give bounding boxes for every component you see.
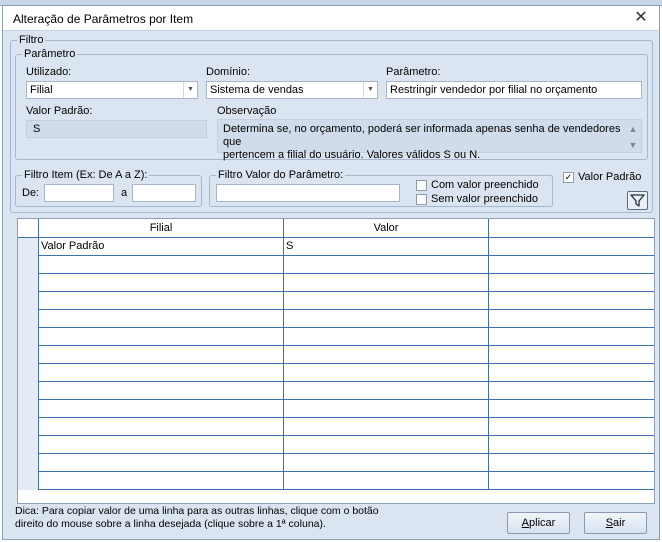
grid-cell[interactable] [39, 346, 284, 364]
grid-cell[interactable] [489, 400, 655, 418]
observacao-label: Observação [217, 105, 277, 117]
grid-cell[interactable] [284, 364, 489, 382]
grid-cell[interactable] [489, 364, 655, 382]
sair-button[interactable] [584, 512, 647, 534]
utilizado-label: Utilizado: [26, 66, 72, 78]
grid-cell[interactable] [489, 238, 655, 256]
grid-cell[interactable]: Valor Padrão [39, 238, 284, 256]
grid-cell[interactable] [489, 436, 655, 454]
observacao-line-2: pertencem a filial do usuário. Valores válidos S ou N. [223, 149, 481, 161]
grid-cell[interactable] [284, 256, 489, 274]
filtro-item-legend: Filtro Item (Ex: De A a Z): [24, 169, 148, 181]
dialog-window [2, 5, 660, 540]
row-indicator[interactable] [18, 238, 39, 256]
grid-cell[interactable] [284, 418, 489, 436]
row-indicator[interactable] [18, 310, 39, 328]
aplicar-label: plicar [529, 517, 556, 529]
filter-icon [628, 192, 647, 209]
filter-button[interactable] [627, 191, 648, 210]
parametro-value: Restringir vendedor por filial no orçamento [390, 84, 598, 96]
grid-cell[interactable] [489, 382, 655, 400]
title-bar [3, 6, 659, 31]
grid-cell[interactable] [39, 472, 284, 490]
grid-cell[interactable] [489, 472, 655, 490]
scroll-up-icon[interactable]: ▲ [628, 124, 638, 134]
table-row[interactable] [18, 382, 654, 400]
scroll-down-icon[interactable]: ▼ [628, 140, 638, 150]
row-indicator[interactable] [18, 346, 39, 364]
filtro-item-group [15, 169, 202, 207]
grid-cell[interactable] [39, 436, 284, 454]
com-valor-checkbox[interactable] [416, 180, 427, 191]
row-indicator[interactable] [18, 400, 39, 418]
aplicar-accel: A [521, 517, 530, 529]
de-input[interactable] [44, 184, 114, 202]
grid-cell[interactable] [39, 400, 284, 418]
grid-cell[interactable] [489, 328, 655, 346]
observacao-memo[interactable] [217, 119, 642, 161]
table-row[interactable] [18, 274, 654, 292]
parametro-field[interactable] [386, 81, 642, 99]
sair-accel: S [605, 517, 614, 529]
grid-cell[interactable] [489, 418, 655, 436]
table-row[interactable] [18, 310, 654, 328]
grid-cell[interactable] [489, 292, 655, 310]
grid-cell[interactable] [284, 310, 489, 328]
de-label: De: [22, 187, 40, 199]
grid-cell[interactable] [489, 346, 655, 364]
row-indicator[interactable] [18, 292, 39, 310]
valor-padrao-field [26, 120, 207, 138]
filtro-legend: Filtro [19, 34, 44, 46]
table-row[interactable] [18, 364, 654, 382]
table-row[interactable] [18, 436, 654, 454]
row-indicator[interactable] [18, 472, 39, 490]
grid-cell[interactable] [284, 382, 489, 400]
tip-line-2: direito do mouse sobre a linha desejada (clique sobre a 1ª coluna). [15, 518, 326, 530]
parametro-label: Parâmetro: [386, 66, 441, 78]
filtro-valor-legend: Filtro Valor do Parâmetro: [218, 169, 344, 181]
row-indicator[interactable] [18, 364, 39, 382]
grid-cell[interactable] [39, 382, 284, 400]
chevron-down-icon[interactable]: ▼ [183, 82, 197, 98]
table-row[interactable] [18, 328, 654, 346]
row-indicator[interactable] [18, 328, 39, 346]
com-valor-label: Com valor preenchido [431, 179, 539, 191]
dominio-label: Domínio: [206, 66, 251, 78]
grid-cell[interactable] [489, 454, 655, 472]
dominio-value: Sistema de vendas [210, 84, 304, 96]
chevron-down-icon[interactable]: ▼ [363, 82, 377, 98]
grid-cell[interactable] [284, 292, 489, 310]
a-input[interactable] [132, 184, 196, 202]
grid-cell[interactable] [284, 436, 489, 454]
grid-cell[interactable] [284, 328, 489, 346]
observacao-line-1: Determina se, no orçamento, poderá ser informada apenas senha de vendedores que [223, 123, 621, 148]
sair-label: air [613, 517, 626, 529]
grid-cell[interactable] [39, 310, 284, 328]
table-row[interactable] [18, 454, 654, 472]
grid-cell[interactable] [284, 346, 489, 364]
close-icon[interactable]: ✕ [634, 9, 648, 26]
grid-cell[interactable] [489, 310, 655, 328]
grid-cell[interactable] [39, 274, 284, 292]
grid-cell[interactable] [39, 418, 284, 436]
filtro-valor-group [209, 169, 553, 207]
row-indicator[interactable] [18, 454, 39, 472]
grid-cell[interactable] [284, 274, 489, 292]
table-row[interactable] [18, 238, 654, 256]
table-row[interactable] [18, 400, 654, 418]
grid-header-indicator [18, 219, 39, 238]
table-row[interactable] [18, 256, 654, 274]
valor-padrao-check-label: Valor Padrão [578, 171, 642, 183]
grid-cell[interactable] [39, 454, 284, 472]
aplicar-button[interactable] [507, 512, 570, 534]
parametro-group [15, 48, 648, 161]
grid-cell[interactable] [284, 454, 489, 472]
row-indicator[interactable] [18, 382, 39, 400]
grid-cell[interactable] [39, 328, 284, 346]
grid-cell[interactable] [489, 256, 655, 274]
grid-cell[interactable] [489, 274, 655, 292]
valor-padrao-label: Valor Padrão: [26, 105, 93, 117]
dominio-select[interactable] [206, 81, 378, 99]
table-row[interactable] [18, 418, 654, 436]
tip-line-1: Dica: Para copiar valor de uma linha para as outras linhas, clique com o botão [15, 505, 379, 517]
a-label: a [121, 187, 128, 199]
filtro-valor-input[interactable] [216, 184, 400, 202]
grid-header-valor[interactable]: Valor [284, 219, 489, 238]
grid-cell[interactable] [284, 472, 489, 490]
parametro-legend: Parâmetro [24, 48, 76, 60]
grid-cell[interactable]: S [284, 238, 489, 256]
grid-cell[interactable] [39, 256, 284, 274]
valor-padrao-checkbox[interactable]: ✓ [564, 172, 573, 182]
utilizado-value: Filial [30, 84, 53, 96]
row-indicator[interactable] [18, 256, 39, 274]
grid-cell[interactable] [39, 364, 284, 382]
row-indicator[interactable] [18, 274, 39, 292]
sem-valor-checkbox[interactable] [416, 194, 427, 205]
tip-text [15, 505, 485, 531]
grid-header-filial[interactable]: Filial [39, 219, 284, 238]
table-row[interactable] [18, 472, 654, 490]
utilizado-select[interactable] [26, 81, 198, 99]
table-row[interactable] [18, 292, 654, 310]
valor-padrao-value: S [33, 123, 41, 135]
table-row[interactable] [18, 346, 654, 364]
sem-valor-label: Sem valor preenchido [431, 193, 539, 205]
row-indicator[interactable] [18, 436, 39, 454]
grid-header [18, 219, 654, 238]
grid-header-extra [489, 219, 655, 238]
grid-cell[interactable] [284, 400, 489, 418]
row-indicator[interactable] [18, 418, 39, 436]
window-title: Alteração de Parâmetros por Item [13, 12, 194, 26]
grid-cell[interactable] [39, 292, 284, 310]
filtro-group [10, 34, 653, 213]
parametros-grid[interactable] [17, 218, 655, 504]
